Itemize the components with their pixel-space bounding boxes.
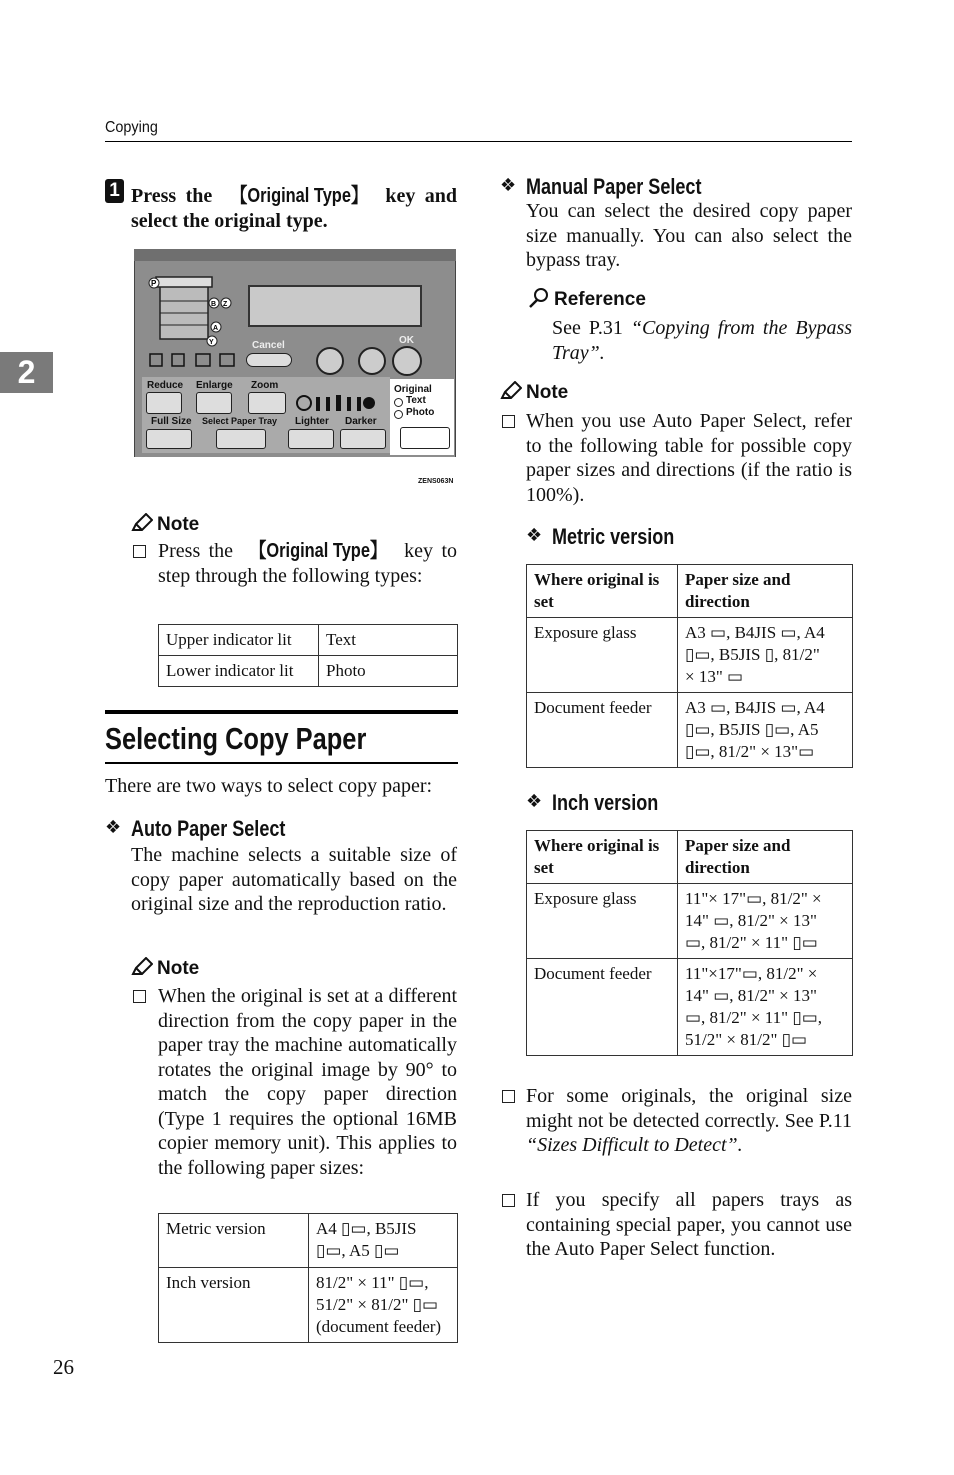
note-text-3: When you use Auto Paper Select, refer to the following table for possible copy paper sizes and directions (if the ratio is 100%). <box>526 410 852 506</box>
manual-paper-select-heading <box>500 175 516 196</box>
panel-round-button-1[interactable] <box>316 347 344 375</box>
reference-text: See P.31 “Copying from the Bypass Tray”. <box>552 317 853 364</box>
photo-indicator-icon <box>394 410 403 419</box>
page-number: 26 <box>53 1355 74 1379</box>
diamond-bullet-icon: ❖ <box>526 525 543 546</box>
photo-label: Photo <box>406 407 435 418</box>
table-cell: Inch version <box>159 1268 309 1343</box>
table-header: Paper size and direction <box>678 831 853 884</box>
diamond-bullet-icon: ❖ <box>500 175 517 196</box>
table-cell: A3 ▭, B4JIS ▭, A4 ▯▭, B5JIS ▯, 81/2" × 13" ▭ <box>678 618 853 693</box>
inch-heading <box>526 791 542 812</box>
table-row <box>159 656 458 687</box>
rotation-sizes-table <box>158 1213 458 1343</box>
step-instruction: Press the 【Original Type】 key and select the original type. <box>131 185 458 232</box>
table-cell: Upper indicator lit <box>159 625 319 656</box>
original-type-button[interactable] <box>400 427 450 449</box>
table-cell: Lower indicator lit <box>159 656 319 687</box>
table-header: Where original is set <box>527 565 678 618</box>
original-type-key-label: 【Original Type】 <box>250 540 387 562</box>
table-cell: Text <box>319 625 458 656</box>
panel-bottom-strip <box>134 457 456 475</box>
table-cell: 81/2" × 11" ▯▭, 51/2" × 81/2" ▯▭ (document feeder) <box>309 1268 458 1343</box>
inch-table <box>526 830 853 1056</box>
table-header: Where original is set <box>527 831 678 884</box>
header-rule <box>105 141 852 142</box>
table-cell: 11"× 17"▭, 81/2" × 14" ▭, 81/2" × 13" ▭, 81/2" × 11" ▯▭ <box>678 884 853 959</box>
svg-text:Z: Z <box>223 301 228 308</box>
note-checkbox-1 <box>133 545 146 558</box>
indicator-table <box>158 624 458 687</box>
cancel-label: Cancel <box>252 340 285 351</box>
section-title: Selecting Copy Paper <box>105 721 367 756</box>
manual-paper-select-text: You can select the desired copy paper size manually. You can also select the bypass tray. <box>526 200 852 271</box>
control-panel-illustration <box>134 249 456 475</box>
metric-title: Metric version <box>552 524 675 549</box>
panel-top-edge <box>134 249 456 261</box>
note-text-1: Press the 【Original Type】 key to step through the following types: <box>158 540 457 587</box>
darker-label: Darker <box>345 416 377 427</box>
auto-paper-select-title: Auto Paper Select <box>131 816 286 841</box>
note-checkbox-3 <box>502 415 515 428</box>
table-cell: Exposure glass <box>527 884 678 959</box>
running-header: Copying <box>105 119 158 136</box>
table-cell: Photo <box>319 656 458 687</box>
section-rule-bottom <box>105 762 458 764</box>
pencil-icon <box>131 513 153 533</box>
lighter-button[interactable] <box>288 429 334 449</box>
reference-link[interactable]: “Copying from the Bypass Tray”. <box>552 317 853 364</box>
svg-text:P: P <box>151 279 157 288</box>
cancel-button[interactable] <box>246 353 292 367</box>
svg-text:Y: Y <box>209 339 214 346</box>
machine-diagram-icon <box>148 273 238 351</box>
magnifier-icon <box>528 288 550 308</box>
table-row <box>159 625 458 656</box>
reduce-label: Reduce <box>147 380 184 391</box>
zoom-button[interactable] <box>248 392 286 414</box>
auto-paper-select-heading <box>105 817 121 838</box>
svg-text:A: A <box>213 325 219 332</box>
auto-note-text: When the original is set at a different direction from the copy paper in the paper tray the machine automatically rotates the original image by 90° to match the copy paper direction (Type 1 requires the optional 16MB copier memory unit). This applies to the following paper sizes: <box>158 985 457 1179</box>
function-icons-row <box>148 351 240 369</box>
density-indicator-icon <box>296 389 376 415</box>
note-heading-2: Note <box>131 957 199 980</box>
chapter-tab: 2 <box>0 352 53 393</box>
table-row <box>159 1268 458 1343</box>
table-cell: A3 ▭, B4JIS ▭, A4 ▯▭, B5JIS ▯▭, A5 ▯▭, 81/2" × 13"▭ <box>678 693 853 768</box>
auto-paper-select-text: The machine selects a suitable size of copy paper automatically based on the original size and the reproduction ratio. <box>131 844 457 915</box>
darker-button[interactable] <box>340 429 386 449</box>
full-size-label: Full Size <box>151 416 192 427</box>
section-intro: There are two ways to select copy paper: <box>105 775 433 797</box>
note-heading-3: Note <box>500 381 568 404</box>
full-size-button[interactable] <box>146 429 192 449</box>
inch-title: Inch version <box>552 790 659 815</box>
original-label: Original <box>394 384 432 395</box>
original-type-key-label: 【Original Type】 <box>230 185 367 207</box>
table-cell: Metric version <box>159 1214 309 1268</box>
table-cell: Exposure glass <box>527 618 678 693</box>
diamond-bullet-icon: ❖ <box>105 817 122 838</box>
metric-table <box>526 564 853 768</box>
figure-code: ZENS063N <box>418 478 454 485</box>
sizes-difficult-link[interactable]: “Sizes Difficult to Detect”. <box>526 1134 743 1156</box>
svg-text:B: B <box>211 301 217 308</box>
lighter-label: Lighter <box>295 416 329 427</box>
table-cell: Document feeder <box>527 959 678 1056</box>
text-label: Text <box>406 395 426 406</box>
table-row <box>527 884 853 959</box>
bullet-checkbox-1 <box>502 1090 515 1103</box>
metric-heading <box>526 525 542 546</box>
table-row <box>159 1214 458 1268</box>
table-row <box>527 565 853 618</box>
pencil-icon <box>500 381 522 401</box>
table-cell: A4 ▯▭, B5JIS ▯▭, A5 ▯▭ <box>309 1214 458 1268</box>
table-header: Paper size and direction <box>678 565 853 618</box>
note-checkbox-2 <box>133 990 146 1003</box>
table-cell: Document feeder <box>527 693 678 768</box>
reference-heading: Reference <box>528 288 646 311</box>
table-row <box>527 831 853 884</box>
table-cell: 11"×17"▭, 81/2" × 14" ▭, 81/2" × 13" ▭, 81/2" × 11" ▯▭, 51/2" × 81/2" ▯▭ <box>678 959 853 1056</box>
ok-label: OK <box>399 335 414 346</box>
pencil-icon <box>131 957 153 977</box>
note-heading-1: Note <box>131 513 199 536</box>
enlarge-label: Enlarge <box>196 380 233 391</box>
panel-round-button-2[interactable] <box>358 347 386 375</box>
bullet-checkbox-2 <box>502 1194 515 1207</box>
table-row <box>527 959 853 1056</box>
bullet-text-1: For some originals, the original size might not be detected correctly. See P.11 “Sizes Difficult to Detect”. <box>526 1085 852 1156</box>
lcd-display <box>248 285 422 327</box>
ok-button[interactable] <box>392 346 422 376</box>
section-rule-top <box>105 710 458 714</box>
enlarge-button[interactable] <box>196 392 232 414</box>
manual-paper-select-title: Manual Paper Select <box>526 174 702 199</box>
bullet-text-2: If you specify all papers trays as containing special paper, you cannot use the Auto Paper Select function. <box>526 1189 852 1260</box>
reduce-button[interactable] <box>146 392 182 414</box>
table-row <box>527 693 853 768</box>
select-paper-tray-label: Select Paper Tray <box>202 416 278 426</box>
diamond-bullet-icon: ❖ <box>526 791 543 812</box>
select-paper-tray-button[interactable] <box>216 429 266 449</box>
table-row <box>527 618 853 693</box>
zoom-label: Zoom <box>251 380 279 391</box>
text-indicator-icon <box>394 398 403 407</box>
step-number-badge: 1 <box>105 179 124 203</box>
